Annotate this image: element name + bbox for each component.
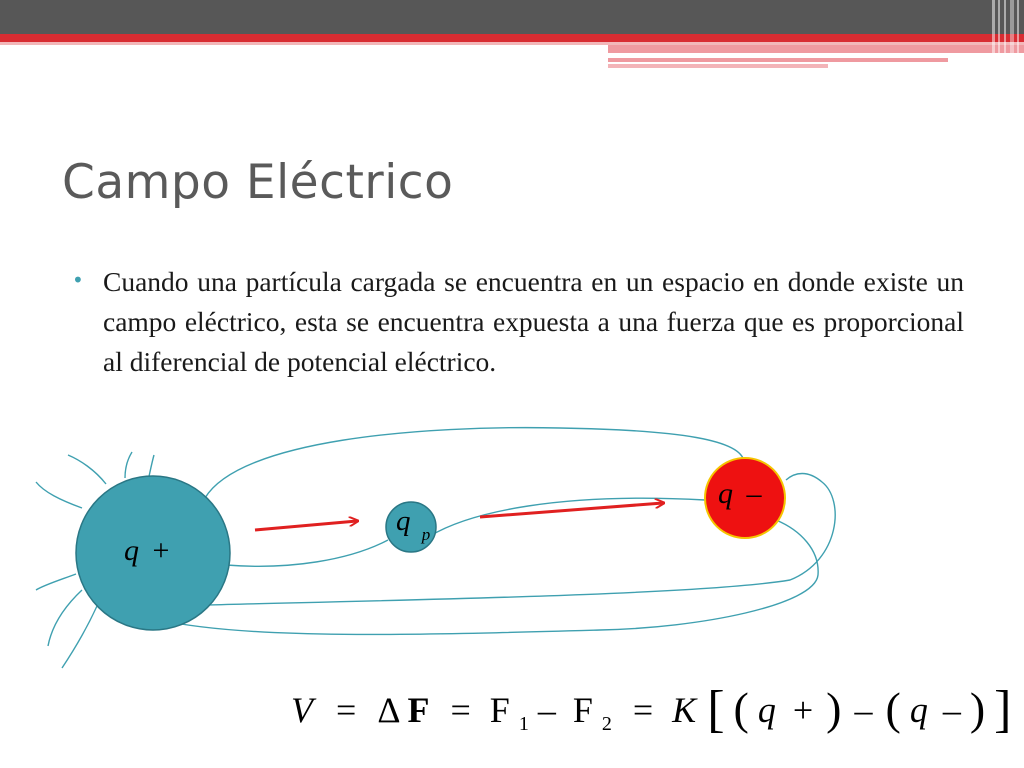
formula-v: V: [291, 690, 313, 730]
formula-k: K: [672, 690, 697, 730]
formula-minus: –: [537, 690, 556, 730]
negative-charge: [705, 458, 785, 538]
slide-title: Campo Eléctrico: [62, 155, 454, 210]
field-line-bottom-loop: [160, 520, 818, 634]
formula-f1: F: [489, 690, 510, 730]
formula-lparen-2: (: [885, 683, 901, 734]
bullet-icon: •: [72, 268, 84, 292]
field-line-left-7: [36, 574, 76, 590]
field-line-top-arc: [205, 428, 744, 498]
formula-minus-2: –: [854, 690, 873, 730]
formula-rbrack: ]: [994, 681, 1012, 738]
formula-eq-2: =: [450, 690, 471, 730]
formula-eq-1: =: [336, 690, 357, 730]
potential-formula: [291, 681, 1011, 738]
negative-charge-var: q: [718, 477, 733, 510]
test-charge-var: q: [396, 505, 411, 537]
formula-lparen-1: (: [733, 683, 749, 734]
test-charge-sub: p: [421, 525, 431, 544]
field-line-left-1: [68, 455, 106, 484]
formula-sub-1: 1: [518, 713, 529, 735]
negative-charge-sign: –: [746, 477, 762, 510]
formula-sub-2: 2: [601, 713, 612, 735]
formula-q-2: q: [909, 690, 928, 730]
field-line-left-6: [62, 606, 97, 668]
formula-plus: +: [792, 690, 814, 730]
formula-lbrack: [: [707, 681, 725, 738]
formula-f-bold: F: [407, 690, 430, 730]
formula-eq-3: =: [632, 690, 654, 730]
field-line-left-5: [48, 590, 82, 646]
formula-delta: Δ: [377, 690, 399, 730]
field-line-qp-to-q-minus: [430, 498, 705, 536]
svg-text:q –: [718, 477, 763, 510]
formula-f2: F: [572, 690, 593, 730]
formula-minus-3: –: [942, 690, 961, 730]
positive-charge-sign: +: [152, 534, 170, 567]
formula-q-1: q: [757, 690, 776, 730]
bullet-text: Cuando una partícula cargada se encuentra en un espacio en donde existe un campo eléctrico, esta se encuentra expuesta a una fuerza que es proporcional al diferencial de potencial eléctrico.: [103, 266, 964, 377]
formula-rparen-1: ): [826, 683, 842, 734]
svg-text:V = Δ F: [291, 681, 1011, 738]
field-line-left-3: [125, 452, 132, 478]
field-line-left-2: [36, 482, 82, 508]
formula-rparen-2: ): [969, 683, 986, 734]
positive-charge-var: q: [124, 534, 139, 567]
force-arrow-1: [255, 521, 357, 530]
field-line-through-qp: [226, 540, 388, 566]
